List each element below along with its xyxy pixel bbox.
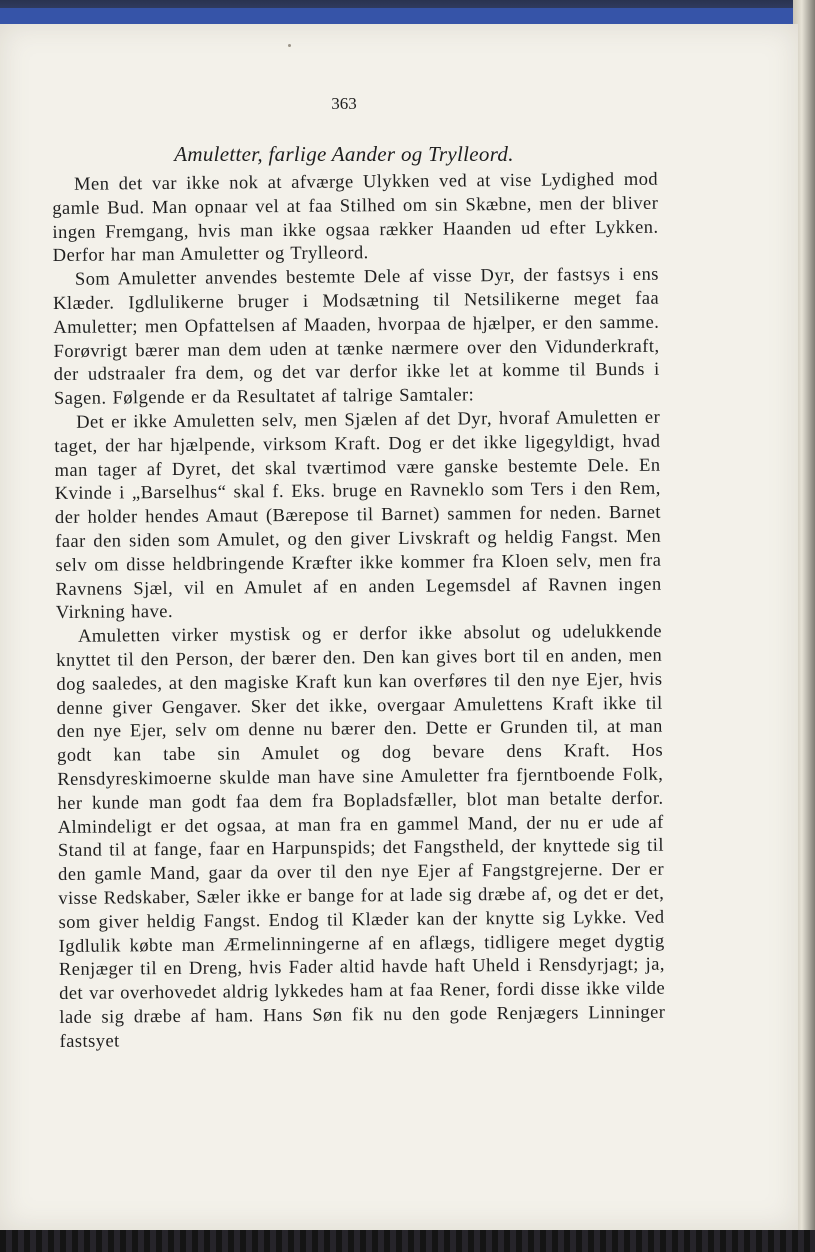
page-number: 363 <box>331 94 357 113</box>
chapter-title: Amuletter, farlige Aander og Trylleord. <box>174 142 514 166</box>
paragraph-4: Amuletten virker mystisk og er derfor ikke absolut og udelukkende knyttet til den Person, der bærer den. Den kan gives bort til en anden, men dog saaledes, at den magiske Kraft kun kan overføres til den nye Ejer, hvis denne giver Gengaver. Sker det ikke, overgaar Amulettens Kraft ikke til den nye Ejer, selv om denne nu bærer den. Dette er Grunden til, at man godt kan tabe sin Amulet og dog bevare dens Kraft. Hos Rensdyreskimoerne skulde man have sine Amuletter fra fjerntboende Folk, her kunde man godt faa dem fra Bopladsfæller, blot man betalte derfor. Almindeligt er det ogsaa, at man fra en gammel Mand, der nu er ude af Stand til at fange, faar en Harpunspids; det Fangstheld, der knyttede sig til den gamle Mand, gaar da over til den nye Ejer af Fangstgrejerne. Der er visse Redskaber, Sæler ikke er bange for at lade sig dræbe af, og det er det, som giver heldig Fangst. Endog til Klæder kan der knytte sig Lykke. Ved Igdlulik købte man Ærmelinningerne af en aflægs, tidligere meget dygtig Renjæger til en Dreng, hvis Fader altid havde haft Uheld i Rensdyrjagt; ja, det var overhovedet aldrig lykkedes ham at faa Rener, fordi disse ikke vilde lade sig dræbe af ham. Hans Søn fik nu den gode Renjægers Linninger fastsyet <box>56 621 666 1052</box>
paragraph-1: Men det var ikke nok at afværge Ulykken ved at vise Lydighed mod gamle Bud. Man opnaar vel at faa Stilhed om sin Skæbne, men der bliver ingen Fremgang, hvis man ikke ogsaa rækker Haanden ud efter Lykken. Derfor har man Amuletter og Trylleord. <box>52 169 659 267</box>
paragraph-2: Som Amuletter anvendes bestemte Dele af visse Dyr, der fastsys i ens Klæder. Igdlulikerne bruger i Modsætning til Netsilikerne meget faa Amuletter; men Opfattelsen af Maaden, hvorpaa de hjælper, er den samme. Forøvrigt bærer man dem uden at tænke nærmere over den Vidunderkraft, der udstraaler fra dem, og det var derfor ikke let at komme til Bunds i Sagen. Følgende er da Resultatet af talrige Samtaler: <box>53 264 660 410</box>
page-speck <box>288 44 291 47</box>
body-text <box>52 169 666 1055</box>
paragraph-3: Det er ikke Amuletten selv, men Sjælen af det Dyr, hvoraf Amuletten er taget, der har hjælpende, virksom Kraft. Dog er det ikke ligegyldigt, hvad man tager af Dyret, det skal tværtimod være ganske bestemte Dele. En Kvinde i „Barselhus“ skal f. Eks. bruge en Ravneklo som Ters i den Rem, der holder hendes Amaut (Bærepose til Barnet) sammen for neden. Barnet faar den siden som Amulet, og den giver Livskraft og heldig Fangst. Men selv om disse heldbringende Kræfter ikke kommer fra Kloen selv, men fra Ravnens Sjæl, vil en Amulet af en anden Legemsdel af Ravnen ingen Virkning have. <box>54 407 662 624</box>
scan-background-bottom <box>0 1230 815 1252</box>
book-page <box>0 24 798 1230</box>
